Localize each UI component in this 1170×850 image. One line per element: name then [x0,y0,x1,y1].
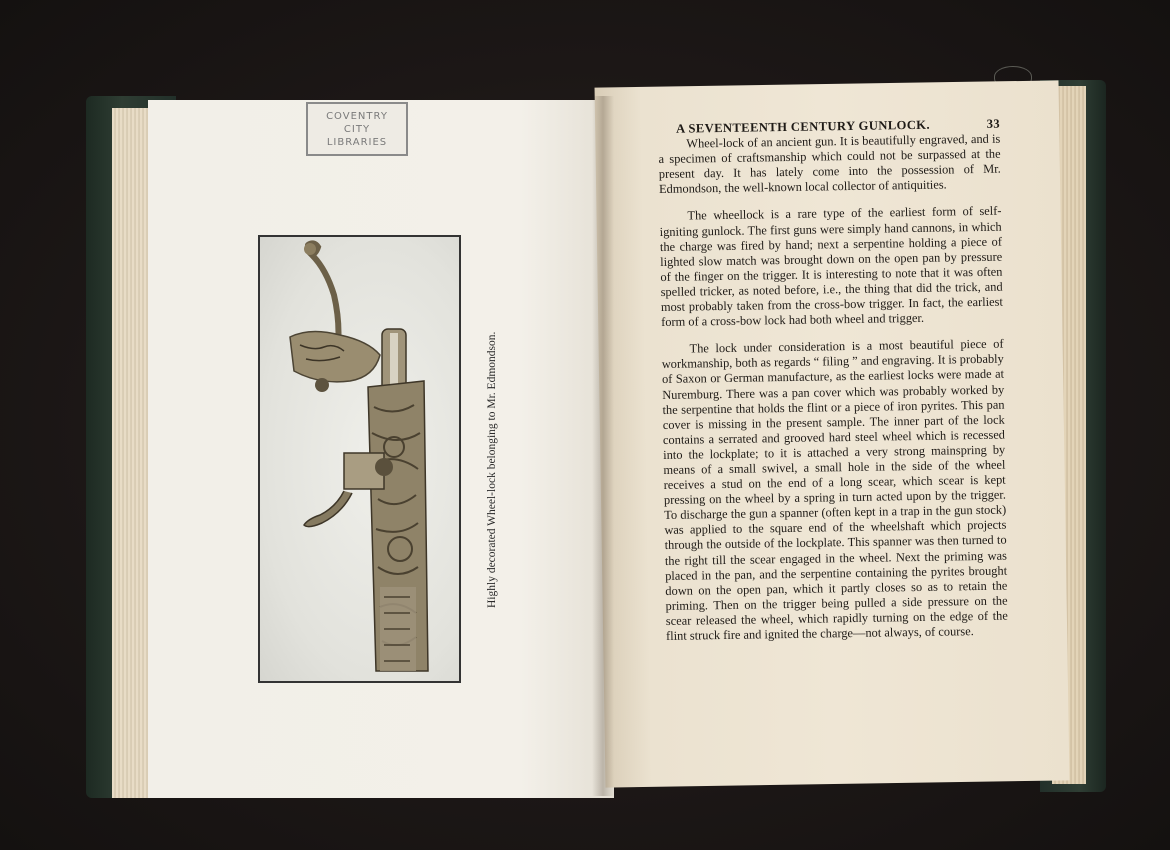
figure-caption: Highly decorated Wheel-lock belonging to Mr. Edmondson. [486,331,498,608]
running-title: A SEVENTEENTH CENTURY GUNLOCK. [675,117,931,136]
stamp-line: CITY [343,123,371,135]
wheel-lock-photograph [258,235,461,683]
page-number: 33 [986,116,1001,131]
stamp-line: COVENTRY [326,110,388,122]
paragraph: The wheellock is a rare type of the earliest form of self-igniting gunlock. The first guns were simply hand cannons, in which the charge was fired by hand; next a serpentine holding a piece of lighted slow match was brought down on the open pan by pressure of the finger on the trigger. It is interesting to note that it was often spelled tricker, as noted before, i.e., the thing that did the trick, and most probably taken from the cross-bow trigger. In fact, the earliest form of a cross-bow lock had both wheel and trigger. [659,204,1003,330]
library-stamp [306,102,408,156]
wheel-lock-illustration [260,237,459,681]
paragraph: The lock under consideration is a most beautiful piece of workmanship, both as regards “ filing ” and engraving. It is probably of Saxon or German manufacture, as the earliest locks were made at Nuremburg. There was a pan cover which was probably worked by the serpentine that holds the flint or a piece of iron pyrites. This pan cover is missing in the present sample. The inner part of the lock contains a serrated and grooved hard steel wheel which is recessed into the lockplate; to it is attached a very strong mainspring by means of a small swivel, a small hole in the side of the wheel receives a stud on the end of a long scear, which scear is kept pressing on the wheel by a spring in turn acted upon by the trigger. To discharge the gun a spanner (often kept in a trap in the gun stock) was applied to the square end of the wheelshaft which projects through the outside of the lockplate. This spanner was then turned to the right till the scear engaged in the wheel. Next the priming was placed in the pan, and the serpentine containing the pyrites brought down on the open pan, which it partly closes so as to retain the priming. Then on the trigger being pulled a side pressure on the scear released the wheel, which rapidly turning on the edge of the flint struck fire and ignited the charge—not always, of course. [661,336,1008,643]
paragraph: Wheel-lock of an ancient gun. It is beautifully engraved, and is a specimen of craftsmanship which could not be surpassed at the present day. It has lately come into the possession of Mr. Edmondson, the well-known local collector of antiquities. [658,131,1001,197]
right-page-text [658,117,1008,656]
book-gutter [592,96,614,796]
stamp-line: LIBRARIES [326,136,388,148]
